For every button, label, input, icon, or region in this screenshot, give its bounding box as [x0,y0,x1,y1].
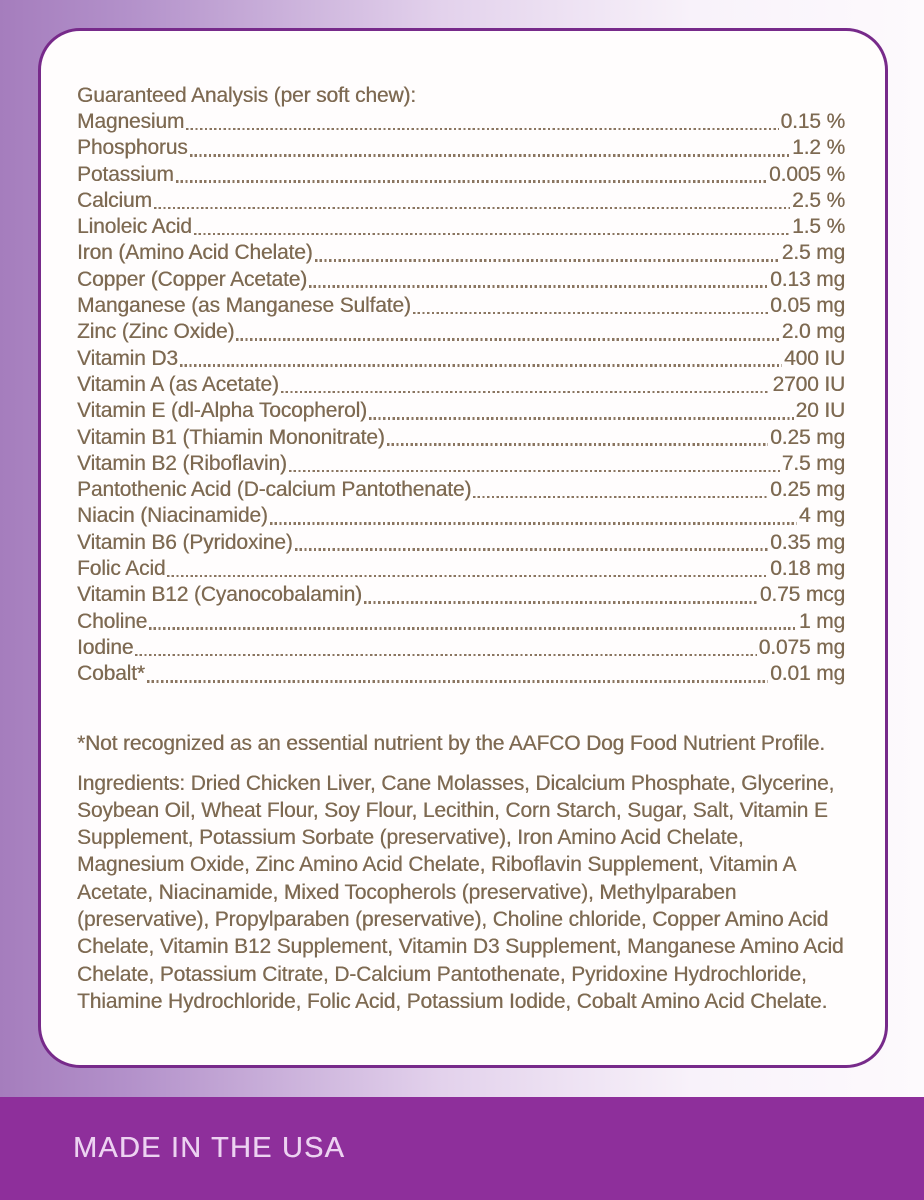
nutrient-name: Phosphorus [77,136,188,160]
analysis-row [77,635,845,661]
nutrient-value: 400 IU [784,346,845,370]
analysis-row [77,135,845,161]
nutrient-name: Manganese (as Manganese Sulfate) [77,294,411,318]
nutrient-value: 0.25 mg [770,478,845,502]
nutrient-value: 0.75 mcg [759,583,845,607]
analysis-row [77,293,845,319]
dotted-leader [315,259,780,262]
nutrient-name: Vitamin A (as Acetate) [77,372,279,396]
dotted-leader [295,548,769,551]
footer-band [0,1097,924,1200]
analysis-row [77,109,845,135]
nutrient-name: Pantothenic Acid (D-calcium Pantothenate) [77,478,472,502]
analysis-row [77,661,845,687]
nutrient-name: Vitamin B12 (Cyanocobalamin) [77,583,362,607]
analysis-row [77,372,845,398]
nutrient-value: 0.005 % [768,162,845,186]
analysis-row [77,451,845,477]
guaranteed-analysis-list [77,109,845,688]
nutrient-value: 0.01 mg [770,662,845,686]
nutrient-name: Potassium [77,162,174,186]
guaranteed-analysis-heading: Guaranteed Analysis (per soft chew): [77,84,416,107]
nutrient-name: Vitamin B1 (Thiamin Mononitrate) [77,425,385,449]
nutrient-value: 20 IU [795,399,845,423]
dotted-leader [147,680,768,683]
nutrient-name: Vitamin B2 (Riboflavin) [77,451,287,475]
dotted-leader [270,522,797,525]
nutrient-value: 2.0 mg [781,320,845,344]
nutrient-name: Magnesium [77,110,185,133]
dotted-leader [149,627,797,630]
dotted-leader [194,233,790,236]
aafco-footnote: *Not recognized as an essential nutrient by the AAFCO Dog Food Nutrient Profile. [77,731,825,755]
analysis-row [77,503,845,529]
nutrient-value: 0.075 mg [758,635,845,659]
nutrient-name: Niacin (Niacinamide) [77,504,268,528]
nutrient-value: 1.2 % [792,136,845,160]
analysis-row [77,425,845,451]
dotted-leader [281,391,771,394]
ingredients-paragraph: Ingredients: Dried Chicken Liver, Cane Molasses, Dicalcium Phosphate, Glycerine, Soybean Oil, Wheat Flour, Soy Flour, Lecithin, Corn Starch, Sugar, Salt, Vitamin E Supplement, Potassium Sorbate (preservative), Iron Amino Acid Chelate, Magnesium Oxide, Zinc Amino Acid Chelate, Riboflavin Supplement, Vitamin A Acetate, Niacinamide, Mixed Tocopherols (preservative), Methylparaben (preservative), Propylparaben (preservative), Choline chloride, Copper Amino Acid Chelate, Vitamin B12 Supplement, Vitamin D3 Supplement, Manganese Amino Acid Chelate, Potassium Citrate, D-Calcium Pantothenate, Pyridoxine Hydrochloride, Thiamine Hydrochloride, Folic Acid, Potassium Iodide, Cobalt Amino Acid Chelate. [77,771,844,1013]
dotted-leader [190,154,790,157]
analysis-row [77,398,845,424]
dotted-leader [289,470,780,473]
nutrient-value: 0.05 mg [770,294,845,318]
supplement-label-card [38,28,888,1068]
nutrient-name: Iodine [77,635,134,659]
nutrient-value: 7.5 mg [781,451,845,475]
nutrient-name: Vitamin E (dl-Alpha Tocopherol) [77,399,367,423]
nutrient-name: Vitamin B6 (Pyridoxine) [77,530,293,554]
analysis-row [77,162,845,188]
analysis-row [77,267,845,293]
dotted-leader [186,128,778,131]
dotted-leader [369,417,794,420]
dotted-leader [167,575,768,578]
dotted-leader [413,312,768,315]
analysis-row [77,346,845,372]
nutrient-name: Folic Acid [77,557,166,581]
dotted-leader [135,654,756,657]
dotted-leader [364,601,758,604]
analysis-row [77,556,845,582]
analysis-row [77,319,845,345]
dotted-leader [236,338,779,341]
nutrient-value: 0.13 mg [770,267,845,291]
analysis-row [77,530,845,556]
nutrient-value: 4 mg [798,504,845,528]
nutrient-name: Cobalt* [77,662,145,686]
analysis-row [77,477,845,503]
nutrient-value: 1.5 % [792,215,845,239]
dotted-leader [309,285,768,288]
analysis-row [77,609,845,635]
nutrient-value: 0.25 mg [770,425,845,449]
nutrient-value: 1 mg [798,609,845,633]
nutrient-name: Vitamin D3 [77,346,178,370]
nutrient-value: 0.18 mg [770,557,845,581]
nutrient-name: Iron (Amino Acid Chelate) [77,241,313,265]
nutrient-value: 2.5 mg [781,241,845,265]
dotted-leader [387,443,769,446]
analysis-row [77,188,845,214]
nutrient-value: 0.35 mg [770,530,845,554]
nutrient-value: 0.15 % [780,110,845,133]
analysis-row [77,240,845,266]
dotted-leader [176,180,767,183]
nutrient-name: Choline [77,609,148,633]
dotted-leader [473,496,768,499]
nutrient-value: 2700 IU [772,372,845,396]
analysis-row [77,214,845,240]
nutrient-name: Copper (Copper Acetate) [77,267,308,291]
nutrient-name: Calcium [77,188,152,212]
made-in-usa-text: MADE IN THE USA [73,1132,346,1164]
dotted-leader [180,364,782,367]
nutrient-value: 2.5 % [792,188,845,212]
nutrient-name: Zinc (Zinc Oxide) [77,320,235,344]
analysis-row [77,582,845,608]
nutrient-name: Linoleic Acid [77,215,192,239]
dotted-leader [154,207,790,210]
